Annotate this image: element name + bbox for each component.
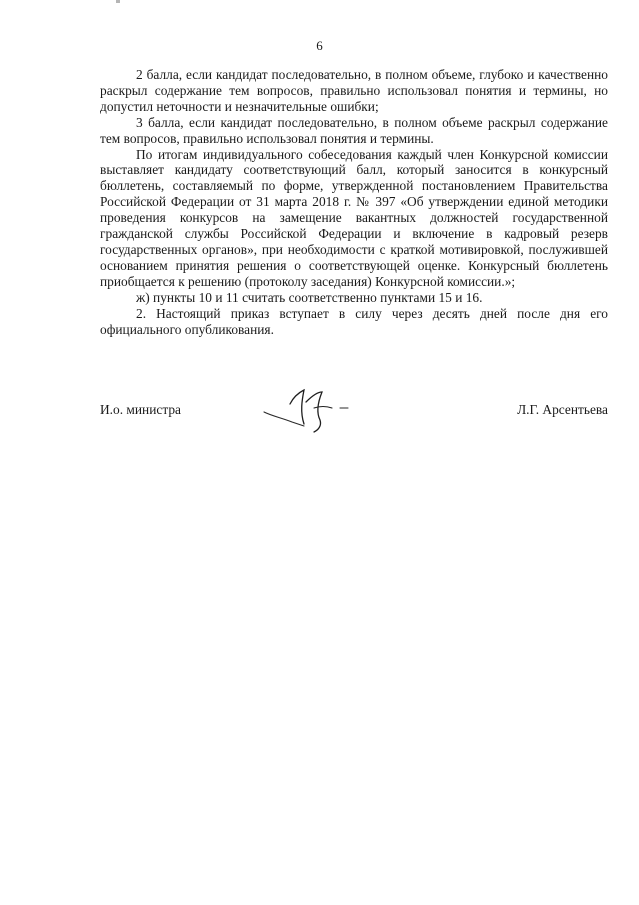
scan-artifact — [116, 0, 120, 3]
signatory-name: Л.Г. Арсентьева — [517, 402, 608, 417]
document-body — [100, 67, 608, 337]
paragraph-score-2: 2 балла, если кандидат последовательно, в полном объеме, глубоко и качественно раскрыл содержание тем вопросов, правильно использовал понятия и термины, но допустил неточности и незначительные ошибки; — [100, 67, 608, 114]
paragraph-interview-results: По итогам индивидуального собеседования каждый член Конкурсной комиссии выставляет кандидату соответствующий балл, который заносится в конкурсный бюллетень, составляемый по форме, утвержденной постановлением Правительства Российской Федерации от 31 марта 2018 г. № 397 «Об утверждении единой методики проведения конкурсов на замещение вакантных должностей государственной гражданской службы Российской Федерации и включение в кадровый резерв государственных органов», при необходимости с краткой мотивировкой, послужившей основанием принятия решения о соответствующей оценке. Конкурсный бюллетень приобщается к решению (протоколу заседания) Конкурсной комиссии.»; — [100, 146, 608, 289]
handwritten-signature — [260, 382, 360, 434]
signature-block — [100, 396, 608, 436]
paragraph-score-3: 3 балла, если кандидат последовательно, в полном объеме раскрыл содержание тем вопросов, правильно использовал понятия и термины. — [100, 114, 608, 146]
paragraph-renumber-points: ж) пункты 10 и 11 считать соответственно пунктами 15 и 16. — [136, 289, 483, 305]
page-number: 6 — [316, 38, 323, 53]
paragraph-effective-date: 2. Настоящий приказ вступает в силу через десять дней после дня его официального опубликования. — [100, 305, 608, 337]
signatory-title: И.о. министра — [100, 402, 181, 417]
